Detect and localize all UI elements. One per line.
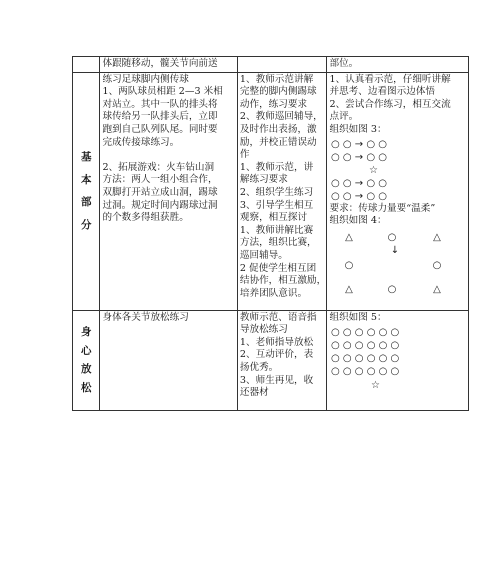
section-char: 松 bbox=[80, 381, 92, 394]
diagram5-row: ○ ○ ○ ○ ○ ○ bbox=[331, 327, 400, 339]
diagram-5 bbox=[329, 324, 464, 392]
section-char: 基 bbox=[80, 150, 92, 163]
student-line: 1、认真看示范，仔细听讲解 bbox=[329, 73, 451, 85]
content-line: 双脚打开站立成山洞，踢球 bbox=[102, 186, 218, 198]
teacher-line: 导放松练习 bbox=[239, 324, 288, 336]
content-line: 球传给另一队排头后，立即 bbox=[102, 111, 218, 123]
student-line: 并思考、边看图示边体悟 bbox=[329, 86, 436, 98]
teacher-cell bbox=[237, 57, 327, 73]
teacher-line: 2、组织学生练习 bbox=[239, 186, 314, 198]
teacher-line: 及时作出表扬，激 bbox=[239, 123, 317, 135]
diagram4-mark: ○ bbox=[345, 259, 354, 271]
section-char: 身 bbox=[80, 325, 92, 338]
diagram4-mark: △ bbox=[433, 283, 442, 295]
teacher-line: 还器材 bbox=[239, 387, 269, 399]
teacher-line: 解练习要求 bbox=[239, 174, 288, 186]
diagram3-row: ○ ○ → ○ ○ bbox=[331, 177, 388, 189]
content-line: 身体各关节放松练习 bbox=[102, 311, 189, 323]
section-cell bbox=[73, 57, 100, 73]
content-line: 2、拓展游戏：火车钻山洞 bbox=[102, 161, 215, 173]
teacher-line: 1、老师指导放松 bbox=[239, 336, 314, 348]
teacher-line: 完整的脚内侧踢球 bbox=[239, 86, 317, 98]
content-line bbox=[102, 149, 234, 162]
content-cell bbox=[100, 310, 237, 410]
teacher-line: 观察，相互探讨 bbox=[239, 212, 308, 224]
diagram4-mark: △ bbox=[433, 231, 442, 243]
student-line: 组织如图 3： bbox=[329, 123, 387, 135]
section-char: 本 bbox=[80, 173, 92, 186]
student-cell bbox=[327, 72, 469, 310]
diagram5-row: ○ ○ ○ ○ ○ ○ bbox=[331, 340, 400, 352]
section-label-basic bbox=[73, 72, 100, 310]
content-line: 体跟随移动，髋关节向前送 bbox=[102, 58, 218, 69]
diagram5-star: ☆ bbox=[371, 380, 381, 392]
teacher-line: 励，并校正错误动 bbox=[239, 136, 317, 148]
teacher-line: 2、教师巡回辅导， bbox=[239, 111, 323, 123]
table-row bbox=[73, 72, 469, 310]
student-line: 2、尝试合作练习，相互交流 bbox=[329, 98, 451, 110]
content-cell bbox=[100, 72, 237, 310]
org-label: 组织如图 4： bbox=[329, 215, 387, 227]
student-cell bbox=[327, 57, 469, 73]
section-char: 部 bbox=[80, 196, 92, 209]
teacher-line: 作 bbox=[239, 149, 250, 161]
table-row bbox=[73, 310, 469, 410]
teacher-line: 培养团队意识。 bbox=[239, 287, 308, 299]
diagram4-mark: ○ bbox=[433, 259, 442, 271]
diagram4-arrow: ↓ bbox=[391, 244, 400, 256]
content-line: 过洞。规定时间内踢球过洞 bbox=[102, 199, 218, 211]
teacher-cell bbox=[237, 310, 327, 410]
diagram5-row: ○ ○ ○ ○ ○ ○ bbox=[331, 366, 400, 378]
diagram3-row: ○ ○ → ○ ○ bbox=[331, 151, 388, 163]
content-line: 1、两队球员相距 2—3 米相 bbox=[102, 86, 223, 98]
section-char: 放 bbox=[80, 363, 92, 376]
content-line: 方法：两人一组小组合作， bbox=[102, 174, 218, 186]
diagram4-mark: △ bbox=[345, 231, 354, 243]
student-line: 部位。 bbox=[329, 58, 359, 69]
content-cell bbox=[100, 57, 237, 73]
requirement-text: 要求：传球力量要“温柔” bbox=[329, 202, 436, 214]
diagram-4 bbox=[329, 228, 464, 296]
table-row bbox=[73, 57, 469, 73]
diagram4-mark: △ bbox=[345, 283, 354, 295]
teacher-line: 2 促使学生相互团 bbox=[239, 262, 317, 274]
student-line: 点评。 bbox=[329, 111, 359, 123]
teacher-line: 教师示范、语音指 bbox=[239, 311, 317, 323]
diagram5-row: ○ ○ ○ ○ ○ ○ bbox=[331, 353, 400, 365]
content-line: 对站立。其中一队的排头将 bbox=[102, 98, 218, 110]
content-line: 完成传接球练习。 bbox=[102, 136, 180, 148]
teacher-line: 1、教师示范讲解 bbox=[239, 73, 314, 85]
section-label-relax bbox=[73, 310, 100, 410]
content-line: 练习足球脚内侧传球 bbox=[102, 73, 189, 85]
teacher-line: 3、引导学生相互 bbox=[239, 199, 314, 211]
diagram-3 bbox=[329, 137, 464, 203]
diagram4-mark: ○ bbox=[388, 283, 397, 295]
section-char: 心 bbox=[80, 344, 92, 357]
diagram3-row: ○ ○ → ○ ○ bbox=[331, 190, 388, 202]
diagram3-row: ○ ○ → ○ ○ bbox=[331, 138, 388, 150]
lesson-plan-table bbox=[72, 56, 469, 411]
teacher-line: 巡回辅导。 bbox=[239, 249, 288, 261]
teacher-line: 1、教师讲解比赛 bbox=[239, 224, 314, 236]
teacher-cell bbox=[237, 72, 327, 310]
student-cell bbox=[327, 310, 469, 410]
org-label: 组织如图 5： bbox=[329, 311, 387, 323]
diagram3-star: ☆ bbox=[369, 164, 379, 176]
diagram4-mark: ○ bbox=[388, 231, 397, 243]
teacher-line: 1、教师示范，讲 bbox=[239, 161, 314, 173]
teacher-line: 3、师生再见，收 bbox=[239, 374, 314, 386]
teacher-line: 扬优秀。 bbox=[239, 361, 279, 373]
section-char: 分 bbox=[80, 218, 92, 231]
content-line: 的个数多得组获胜。 bbox=[102, 212, 189, 224]
teacher-line: 方法，组织比赛， bbox=[239, 237, 317, 249]
content-line: 跑到自己队列队尾。同时要 bbox=[102, 123, 218, 135]
teacher-line: 动作，练习要求 bbox=[239, 98, 308, 110]
teacher-line: 2、互动评价，表 bbox=[239, 349, 314, 361]
teacher-line: 结协作，相互激励， bbox=[239, 275, 327, 287]
